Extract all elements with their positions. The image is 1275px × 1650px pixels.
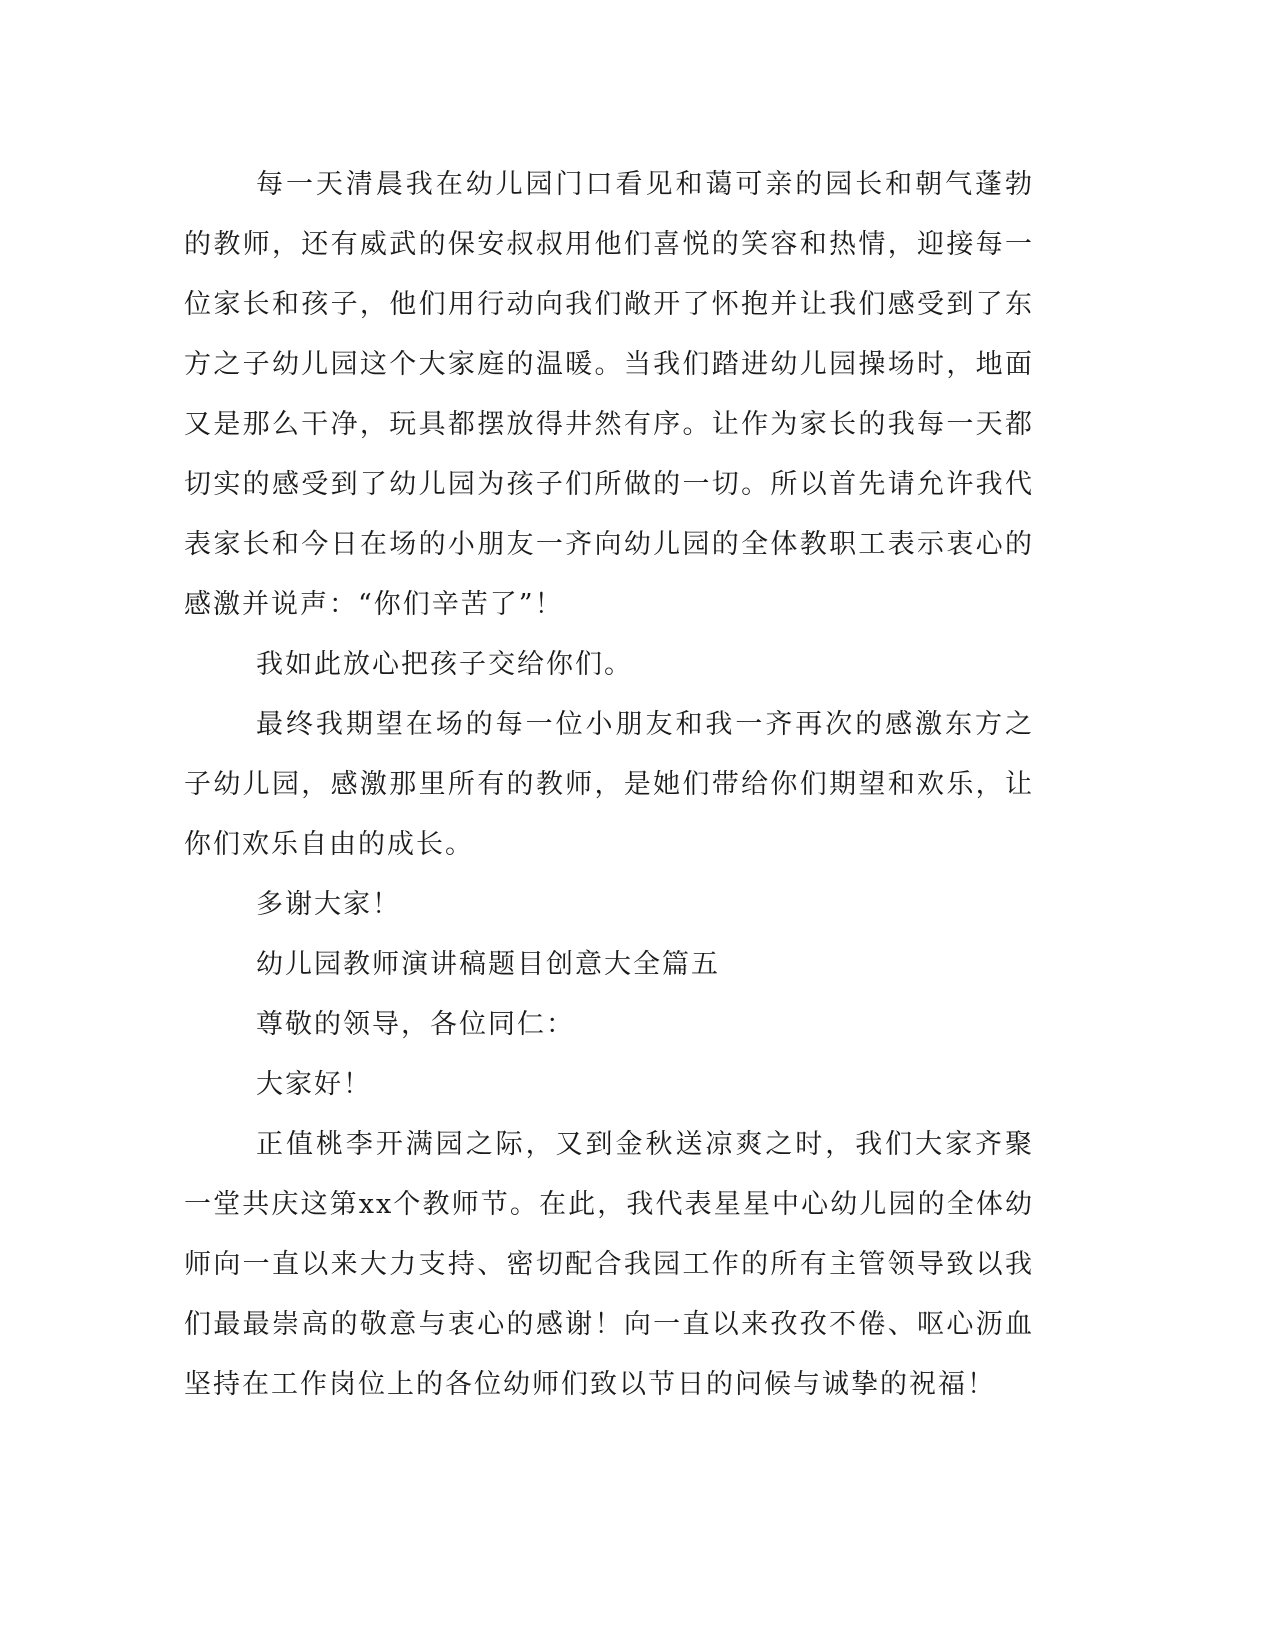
paragraph-thanks: 多谢大家！ (256, 889, 401, 920)
paragraph-teachers-day: 正值桃李开满园之际，又到金秋送凉爽之时，我们大家齐聚一堂共庆这第xx个教师节。在此，我代表星星中心幼儿园的全体幼师向一直以来大力支持、密切配合我园工作的所有主管领导致以我们最最崇高的敬意与衷心的感谢！向一直以来孜孜不倦、呕心沥血坚持在工作岗位上的各位幼师们致以节日的问候与诚挚的祝福！ (184, 1129, 1034, 1400)
section-heading: 幼儿园教师演讲稿题目创意大全篇五 (256, 949, 720, 980)
document-body (184, 155, 1034, 1415)
greeting: 大家好！ (256, 1069, 372, 1100)
paragraph-trust: 我如此放心把孩子交给你们。 (256, 649, 633, 680)
paragraph-closing-wish: 最终我期望在场的每一位小朋友和我一齐再次的感激东方之子幼儿园，感激那里所有的教师，是她们带给你们期望和欢乐，让你们欢乐自由的成长。 (184, 709, 1034, 860)
salutation: 尊敬的领导，各位同仁： (256, 1009, 575, 1040)
paragraph-morning-greeting: 每一天清晨我在幼儿园门口看见和蔼可亲的园长和朝气蓬勃的教师，还有威武的保安叔叔用他们喜悦的笑容和热情，迎接每一位家长和孩子，他们用行动向我们敞开了怀抱并让我们感受到了东方之子幼儿园这个大家庭的温暖。当我们踏进幼儿园操场时，地面又是那么干净，玩具都摆放得井然有序。让作为家长的我每一天都切实的感受到了幼儿园为孩子们所做的一切。所以首先请允许我代表家长和今日在场的小朋友一齐向幼儿园的全体教职工表示衷心的感激并说声：“你们辛苦了”！ (184, 169, 1034, 620)
